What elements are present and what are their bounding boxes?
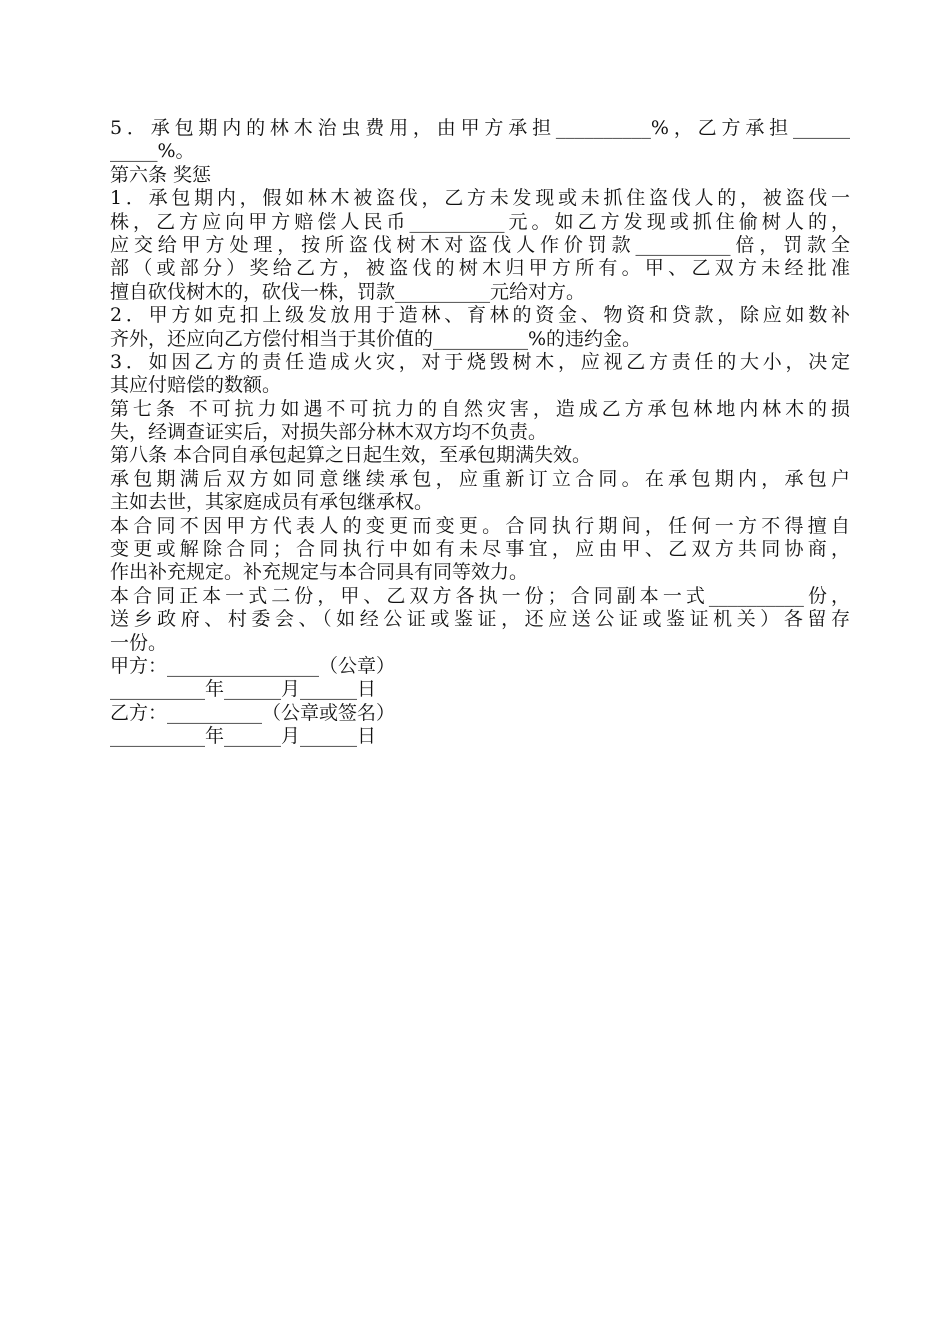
text-line: 作出补充规定。补充规定与本合同具有同等效力。 (110, 561, 529, 584)
text-line: 部（或部分）奖给乙方，被盗伐的树木归甲方所有。甲、乙双方未经批准 (110, 257, 850, 280)
text-line: __________年______月______日 (110, 678, 377, 701)
text-line: 3．如因乙方的责任造成火灾，对于烧毁树木，应视乙方责任的大小，决定 (110, 350, 850, 373)
text-line: 乙方：__________（公章或签名） (110, 701, 396, 724)
text-line: 变更或解除合同；合同执行中如有未尽事宜，应由甲、乙双方共同协商， (110, 538, 850, 561)
contract-body (110, 117, 850, 749)
text-line: 第七条 不可抗力如遇不可抗力的自然灾害，造成乙方承包林地内林木的损 (110, 397, 850, 420)
text-line: __________年______月______日 (110, 725, 377, 748)
text-line: 2．甲方如克扣上级发放用于造林、育林的资金、物资和贷款，除应如数补 (110, 304, 850, 327)
text-line: 第八条 本合同自承包起算之日起生效，至承包期满失效。 (110, 444, 592, 467)
text-line: 擅自砍伐树木的，砍伐一株，罚款__________元给对方。 (110, 280, 586, 303)
text-line: 5．承包期内的林木治虫费用，由甲方承担__________%，乙方承担______ (110, 117, 850, 139)
text-line: 甲方：________________（公章） (110, 654, 396, 677)
text-line: 失，经调查证实后，对损失部分林木双方均不负责。 (110, 421, 548, 444)
text-line: 一份。 (110, 631, 168, 654)
text-line: 应交给甲方处理，按所盗伐树木对盗伐人作价罚款__________倍，罚款全 (110, 233, 850, 256)
text-line: 齐外，还应向乙方偿付相当于其价值的__________%的违约金。 (110, 327, 642, 350)
text-line: 主如去世，其家庭成员有承包继承权。 (110, 491, 434, 514)
text-line: 株，乙方应向甲方赔偿人民币__________元。如乙方发现或抓住偷树人的， (110, 210, 850, 233)
text-line: 其应付赔偿的数额。 (110, 374, 282, 397)
text-line: 本合同正本一式二份，甲、乙双方各执一份；合同副本一式__________份， (110, 584, 850, 607)
text-line: _____%。 (110, 140, 195, 163)
text-line: 送乡政府、村委会、（如经公证或鉴证，还应送公证或鉴证机关）各留存 (110, 608, 850, 631)
text-line: 承包期满后双方如同意继续承包，应重新订立合同。在承包期内，承包户 (110, 467, 850, 490)
text-line: 第六条 奖惩 (110, 163, 212, 186)
text-line: 1．承包期内，假如林木被盗伐，乙方未发现或未抓住盗伐人的，被盗伐一 (110, 187, 850, 210)
text-line: 本合同不因甲方代表人的变更而变更。合同执行期间，任何一方不得擅自 (110, 514, 850, 537)
